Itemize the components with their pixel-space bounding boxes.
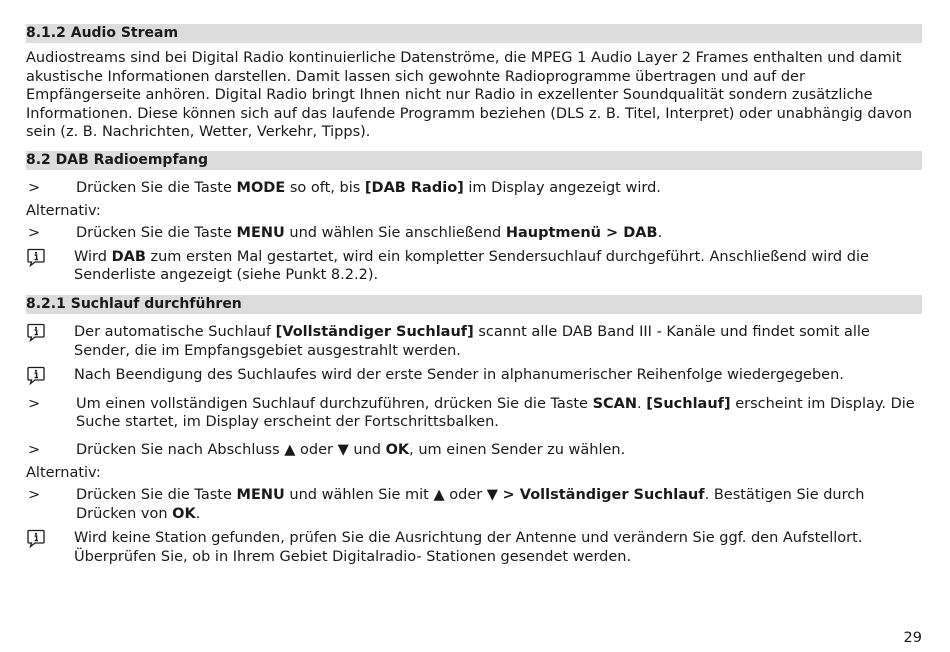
manual-page — [26, 24, 922, 566]
step-text: Drücken Sie die Taste MODE so oft, bis [DAB Radio] im Display angezeigt wird. — [76, 179, 661, 196]
info-note-first-start — [26, 248, 922, 285]
step-text: Um einen vollständigen Suchlauf durchzuführen, drücken Sie die Taste SCAN. [Suchlauf] erscheint im Display. Die Suche startet, im Display erscheint der Fortschrittsbalken. — [76, 395, 915, 431]
step-select-station — [26, 441, 922, 460]
info-note-icon — [26, 247, 46, 267]
info-note-after-scan — [26, 366, 922, 391]
step-marker: > — [28, 487, 41, 504]
info-text: Nach Beendigung des Suchlaufes wird der erste Sender in alphanumerischer Reihenfolge wiedergegeben. — [74, 367, 844, 384]
step-menu-full-scan — [26, 486, 922, 523]
audio-stream-paragraph: Audiostreams sind bei Digital Radio kontinuierliche Datenströme, die MPEG 1 Audio Layer 2 Frames enthalten und damit akustische Informationen darstellen. Damit lassen sich gewohnte Radioprogramme übertragen und auf der Empfängerseite anhören. Digital Radio bringt Ihnen nicht nur Radio in exzellenter Soundqualität sondern zusätzliche Informationen. Diese können sich auf das laufende Programm beziehen (DLS z. B. Titel, Interpret) oder unabhängig davon sein (z. B. Nachrichten, Wetter, Verkehr, Tipps). — [26, 50, 913, 141]
step-marker: > — [28, 441, 41, 458]
section-heading-8-1-2: 8.1.2 Audio Stream — [26, 24, 922, 43]
info-text: Wird keine Station gefunden, prüfen Sie die Ausrichtung der Antenne und verändern Sie ggf. den Aufstellort. Überprüfen Sie, ob in Ihrem Gebiet Digitalradio- Stationen gesendet werden. — [74, 530, 863, 565]
info-note-full-scan — [26, 323, 922, 360]
step-mode — [26, 179, 922, 198]
step-text: Drücken Sie nach Abschluss ▲ oder ▼ und OK, um einen Sender zu wählen. — [76, 441, 626, 458]
step-text: Drücken Sie die Taste MENU und wählen Sie mit ▲ oder ▼ > Vollständiger Suchlauf. Bestätigen Sie durch Drücken von OK. — [76, 487, 865, 522]
info-text: Der automatische Suchlauf [Vollständiger Suchlauf] scannt alle DAB Band III - Kanäle und findet somit alle Sender, die im Empfangsgebiet ausgestrahlt werden. — [74, 323, 870, 359]
section-heading-8-2: 8.2 DAB Radioempfang — [26, 151, 922, 170]
step-text: Drücken Sie die Taste MENU und wählen Sie anschließend Hauptmenü > DAB. — [76, 225, 663, 242]
step-marker: > — [28, 395, 41, 412]
info-text: Wird DAB zum ersten Mal gestartet, wird ein kompletter Sendersuchlauf durchgeführt. Anschließend wird die Senderliste angezeigt (siehe Punkt 8.2.2). — [74, 248, 869, 284]
step-marker: > — [28, 225, 41, 242]
alternative-label: Alternativ: — [26, 202, 101, 219]
step-marker: > — [28, 179, 41, 196]
info-note-icon — [26, 528, 46, 548]
info-note-no-station — [26, 529, 922, 566]
step-menu-dab — [26, 224, 922, 243]
info-note-icon — [26, 322, 46, 342]
page-number: 29 — [903, 630, 922, 646]
section-heading-8-2-1: 8.2.1 Suchlauf durchführen — [26, 295, 922, 314]
alternative-label: Alternativ: — [26, 464, 101, 481]
step-scan — [26, 395, 922, 432]
info-note-icon — [26, 365, 46, 385]
